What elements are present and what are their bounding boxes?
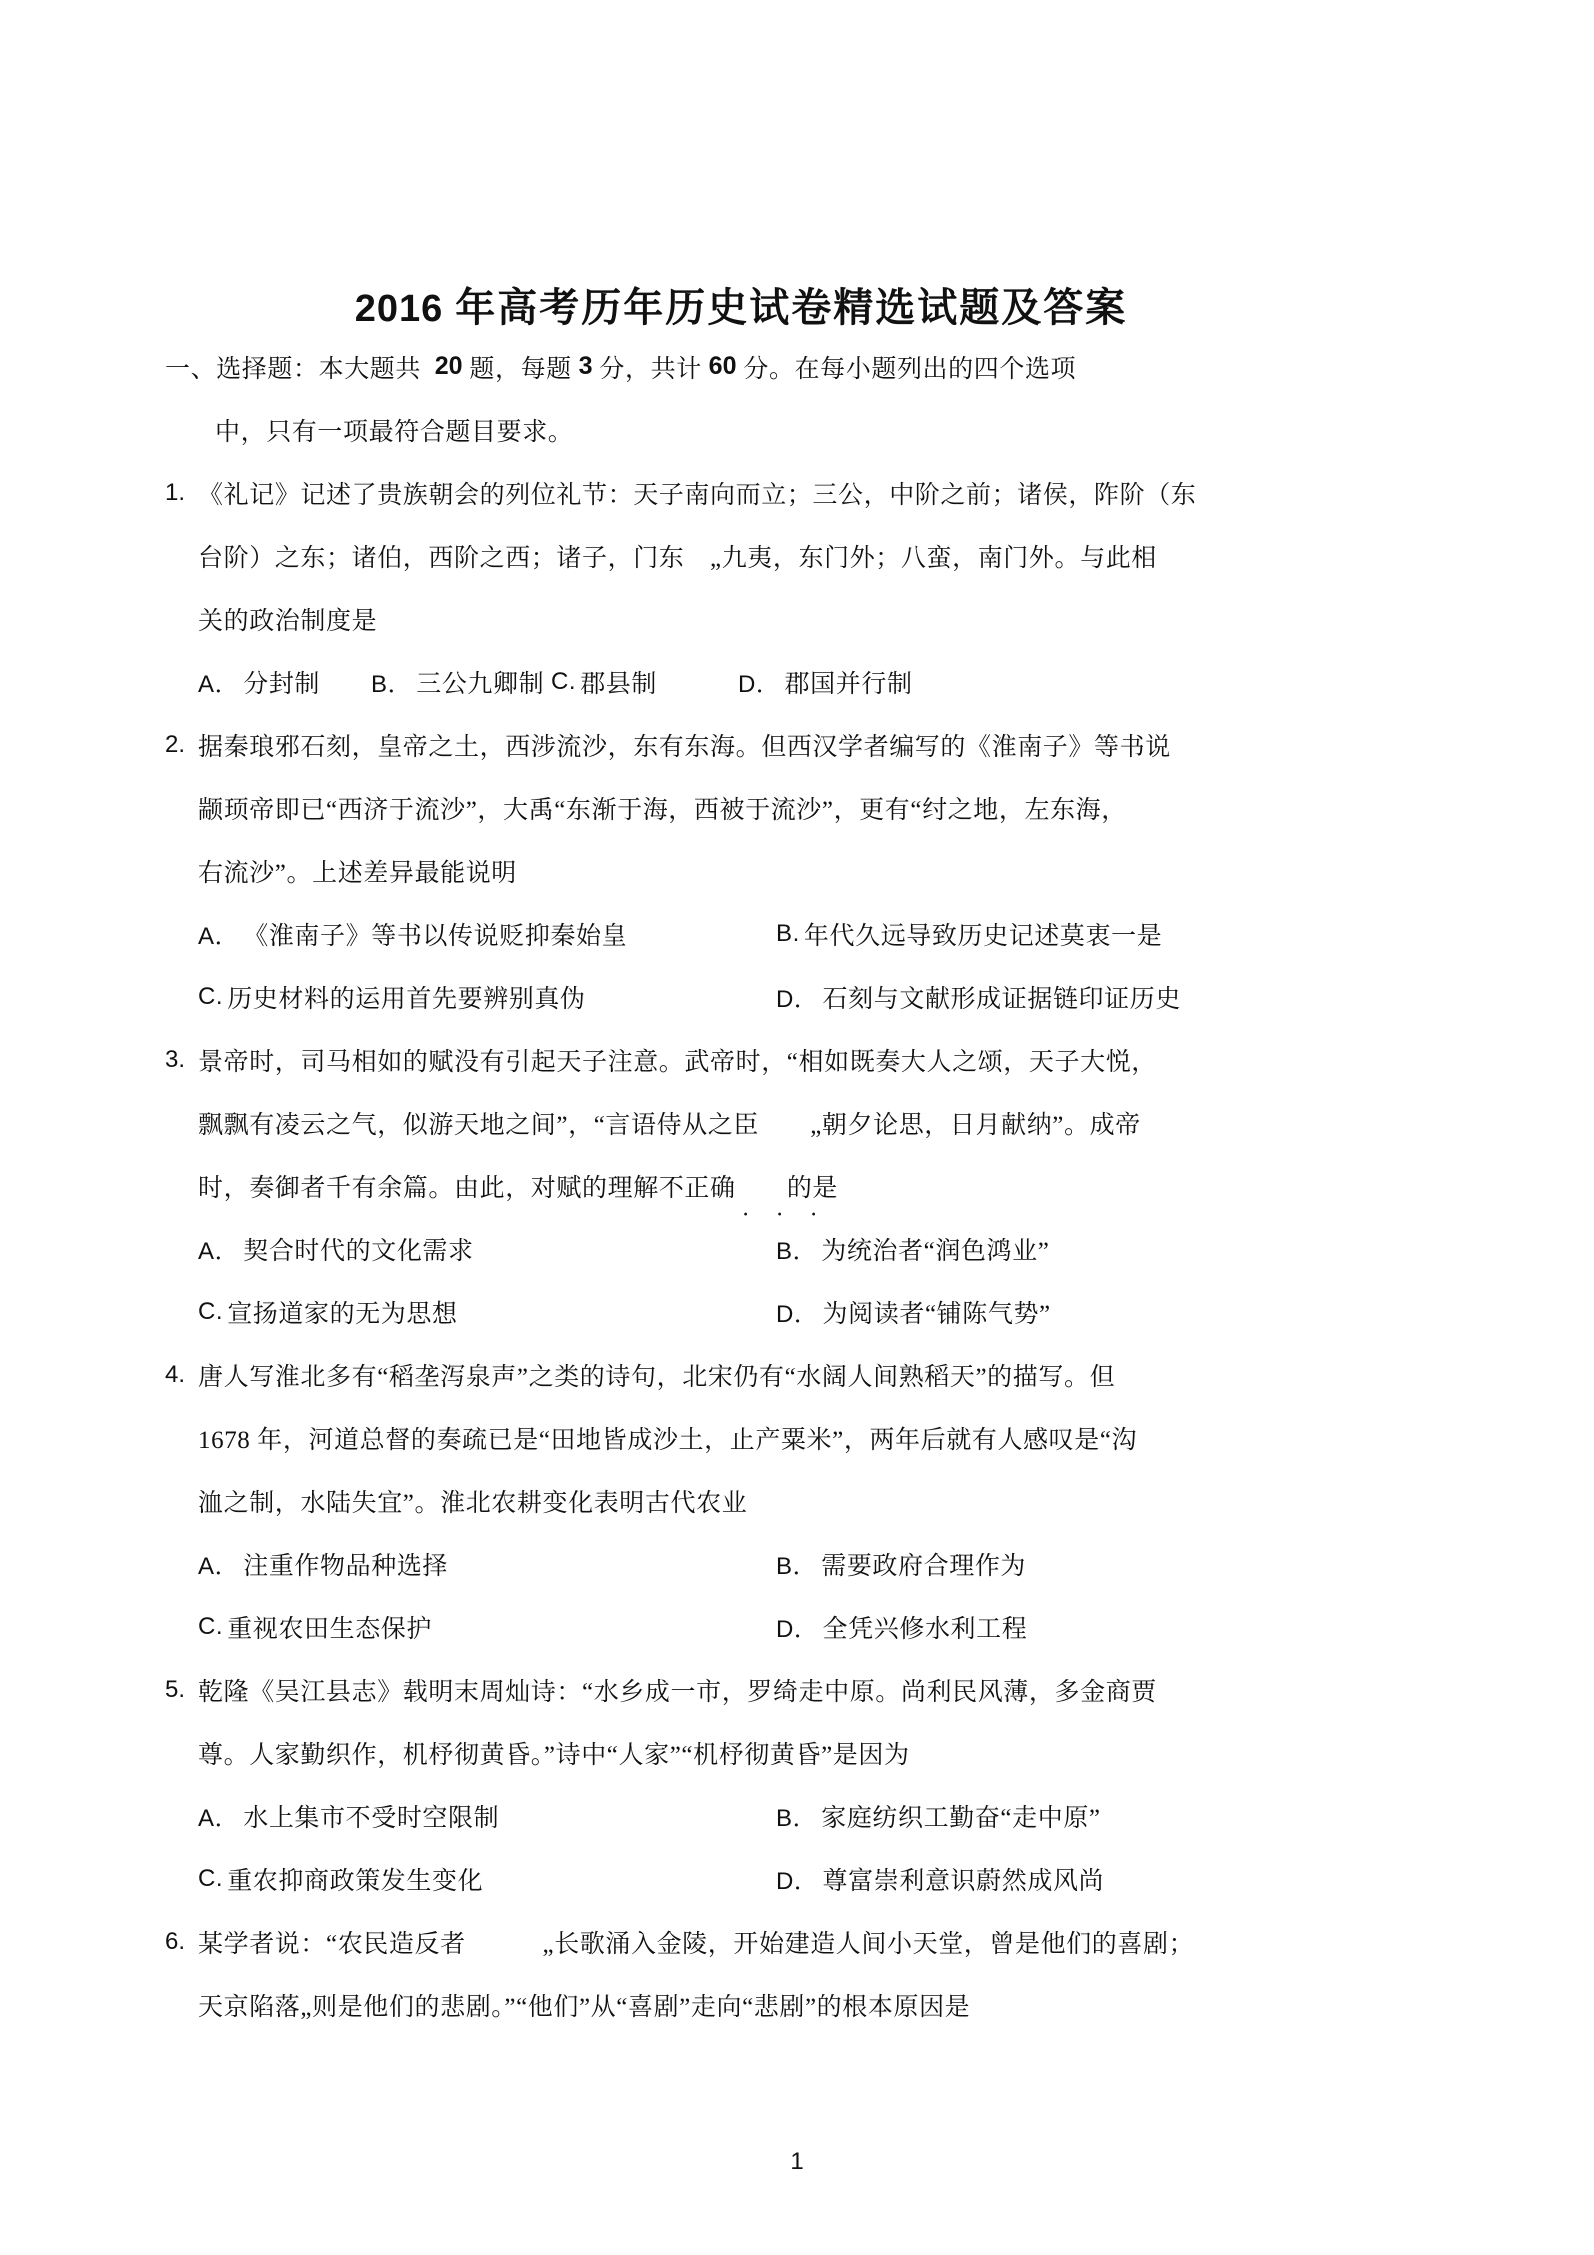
question-3-line-post: 的是: [735, 1174, 839, 1202]
option-d: [776, 1294, 1051, 1330]
page-number: 1: [790, 2148, 804, 2175]
question-1-line: 关的政治制度是: [198, 607, 378, 635]
option-d-label: D．: [776, 986, 819, 1013]
section-points-per-question: 3: [578, 352, 593, 380]
option-b-label: B．: [776, 1805, 818, 1832]
option-b-text: 年代久远导致历史记述莫衷一是: [803, 922, 1163, 950]
question-4-line: 唐人写淮北多有“稻垄泻泉声”之类的诗句，北宋仍有“水阔人间熟稻天”的描写。但: [198, 1363, 1116, 1391]
emphasis-dots: · · ·: [741, 1201, 828, 1228]
option-b-label: B．: [776, 1238, 818, 1265]
option-a-label: A．: [198, 923, 240, 950]
option-a-label: A．: [198, 671, 240, 698]
option-a: [198, 916, 776, 952]
option-d-label: D．: [776, 1868, 819, 1895]
question-5-number: 5.: [165, 1676, 186, 1703]
question-4: [165, 1343, 1445, 1658]
question-5: [165, 1658, 1445, 1910]
option-a-text: 分封制: [243, 670, 321, 698]
option-a: [198, 664, 371, 700]
option-a: [198, 1546, 776, 1582]
question-5-line: 乾隆《吴江县志》载明末周灿诗：“水乡成一市，罗绮走中原。尚利民风薄，多金商贾: [198, 1678, 1157, 1706]
question-6-number: 6.: [165, 1928, 186, 1955]
option-b-text: 家庭纺织工勤奋“走中原”: [821, 1804, 1101, 1832]
title-text: 年高考历年历史试卷精选试题及答案: [443, 285, 1128, 330]
question-4-line: 洫之制，水陆失宜”。淮北农耕变化表明古代农业: [198, 1489, 748, 1517]
option-c-text: 宣扬道家的无为思想: [227, 1300, 458, 1328]
question-2-options-row-2: [198, 965, 1445, 1028]
question-3-line: 景帝时，司马相如的赋没有引起天子注意。武帝时，“相如既奏大人之颂，天子大悦，: [198, 1048, 1157, 1076]
question-5-options-row-2: [198, 1847, 1445, 1910]
option-a-label: A．: [198, 1553, 240, 1580]
option-b-label: B.: [776, 919, 800, 947]
option-d: [776, 979, 1181, 1015]
question-3-number: 3.: [165, 1046, 186, 1073]
question-2-options-row-1: [198, 902, 1445, 965]
option-b: [776, 1231, 1049, 1267]
option-d-text: 为阅读者“铺陈气势”: [822, 1300, 1051, 1328]
section-heading: [165, 335, 1445, 461]
option-b: [776, 1798, 1101, 1834]
section-total-points: 60: [708, 352, 737, 380]
option-c: [198, 1294, 776, 1330]
option-c: [198, 1609, 776, 1645]
option-c: [198, 1861, 776, 1897]
option-c-label: C.: [198, 1297, 224, 1325]
option-d-label: D．: [776, 1616, 819, 1643]
option-d: [776, 1861, 1104, 1897]
question-1: [165, 461, 1445, 713]
option-c-label: C.: [198, 1864, 224, 1892]
section-heading-text: 题，每题: [462, 355, 579, 383]
option-c-label: C.: [551, 667, 577, 695]
option-b-text: 需要政府合理作为: [821, 1552, 1027, 1580]
option-a: [198, 1231, 776, 1267]
option-c-text: 重农抑商政策发生变化: [227, 1867, 484, 1895]
option-c-text: 重视农田生态保护: [227, 1615, 433, 1643]
question-5-line: 尊。人家勤织作，机杼彻黄昏。”诗中“人家”“机杼彻黄昏”是因为: [198, 1741, 910, 1769]
question-6: [165, 1910, 1445, 2036]
option-a-text: 注重作物品种选择: [243, 1552, 449, 1580]
option-d: [776, 1609, 1027, 1645]
question-2-line: 据秦琅邪石刻，皇帝之土，西涉流沙，东有东海。但西汉学者编写的《淮南子》等书说: [198, 733, 1171, 761]
option-b: [371, 664, 551, 700]
section-heading-text: 分，共计: [592, 355, 709, 383]
option-d-text: 尊富崇利意识蔚然成风尚: [822, 1867, 1105, 1895]
question-3-line: 飘飘有凌云之气，似游天地之间”，“言语侍从之臣 „朝夕论思，日月献纳”。成帝: [198, 1111, 1141, 1139]
option-a-text: 契合时代的文化需求: [243, 1237, 474, 1265]
question-1-line: 《礼记》记述了贵族朝会的列位礼节：天子南向而立；三公，中阶之前；诸侯，阼阶（东: [198, 481, 1197, 509]
option-c: [551, 664, 738, 700]
option-c-text: 历史材料的运用首先要辨别真伪: [227, 985, 586, 1013]
question-5-options-row-1: [198, 1784, 1445, 1847]
option-a-text: 《淮南子》等书以传说贬抑秦始皇: [243, 922, 628, 950]
question-6-line: 某学者说：“农民造反者 „长歌涌入金陵，开始建造人间小天堂，曾是他们的喜剧；: [198, 1930, 1195, 1958]
option-d-text: 全凭兴修水利工程: [822, 1615, 1028, 1643]
question-3-line-pre: 时，奏御者千有余篇。由此，对赋的理解: [198, 1174, 659, 1202]
question-3-options-row-2: [198, 1280, 1445, 1343]
option-b-text: 为统治者“润色鸿业”: [821, 1237, 1050, 1265]
question-1-number: 1.: [165, 479, 186, 506]
option-a-label: A．: [198, 1805, 240, 1832]
option-a-text: 水上集市不受时空限制: [243, 1804, 500, 1832]
option-d-text: 石刻与文献形成证据链印证历史: [822, 985, 1181, 1013]
option-d-label: D．: [738, 671, 781, 698]
section-heading-line-1: [165, 335, 1445, 398]
option-a: [198, 1798, 776, 1834]
question-2-line: 右流沙”。上述差异最能说明: [198, 859, 517, 887]
option-b: [776, 916, 1162, 952]
option-d-text: 郡国并行制: [784, 670, 913, 698]
question-4-number: 4.: [165, 1361, 186, 1388]
question-2-number: 2.: [165, 731, 186, 758]
question-3: [165, 1028, 1445, 1343]
option-c-label: C.: [198, 982, 224, 1010]
question-1-options: [198, 650, 1445, 713]
option-b-label: B．: [776, 1553, 818, 1580]
question-4-line: 1678 年，河道总督的奏疏已是“田地皆成沙土，止产粟米”，两年后就有人感叹是“沟: [198, 1426, 1138, 1454]
question-6-line: 天京陷落„则是他们的悲剧。”“他们”从“喜剧”走向“悲剧”的根本原因是: [198, 1993, 971, 2021]
page-title: [165, 203, 1245, 330]
option-c: [198, 979, 776, 1015]
emphasized-text: 不正确: [658, 1174, 736, 1202]
option-d: [738, 664, 913, 700]
question-4-options-row-2: [198, 1595, 1445, 1658]
option-a-label: A．: [198, 1238, 240, 1265]
option-c-text: 郡县制: [580, 670, 658, 698]
question-2-line: 颛顼帝即已“西济于流沙”，大禹“东渐于海，西被于流沙”，更有“纣之地，左东海，: [198, 796, 1127, 824]
section-heading-text: 一、选择题：本大题共: [165, 355, 435, 383]
section-heading-text: 分。在每小题列出的四个选项: [736, 355, 1077, 383]
question-3-line: [198, 1154, 1445, 1228]
title-year: 2016: [354, 288, 444, 330]
option-b-text: 三公九卿制: [416, 670, 545, 698]
option-c-label: C.: [198, 1612, 224, 1640]
question-1-line: 台阶）之东；诸伯，西阶之西；诸子，门东 „九夷，东门外；八蛮，南门外。与此相: [198, 544, 1157, 572]
question-2: [165, 713, 1445, 1028]
question-4-options-row-1: [198, 1532, 1445, 1595]
option-b-label: B．: [371, 671, 413, 698]
document-content: [165, 0, 1445, 2036]
option-d-label: D．: [776, 1301, 819, 1328]
section-heading-line-2: 中，只有一项最符合题目要求。: [215, 418, 574, 446]
option-b: [776, 1546, 1026, 1582]
section-count-questions: 20: [434, 352, 463, 380]
